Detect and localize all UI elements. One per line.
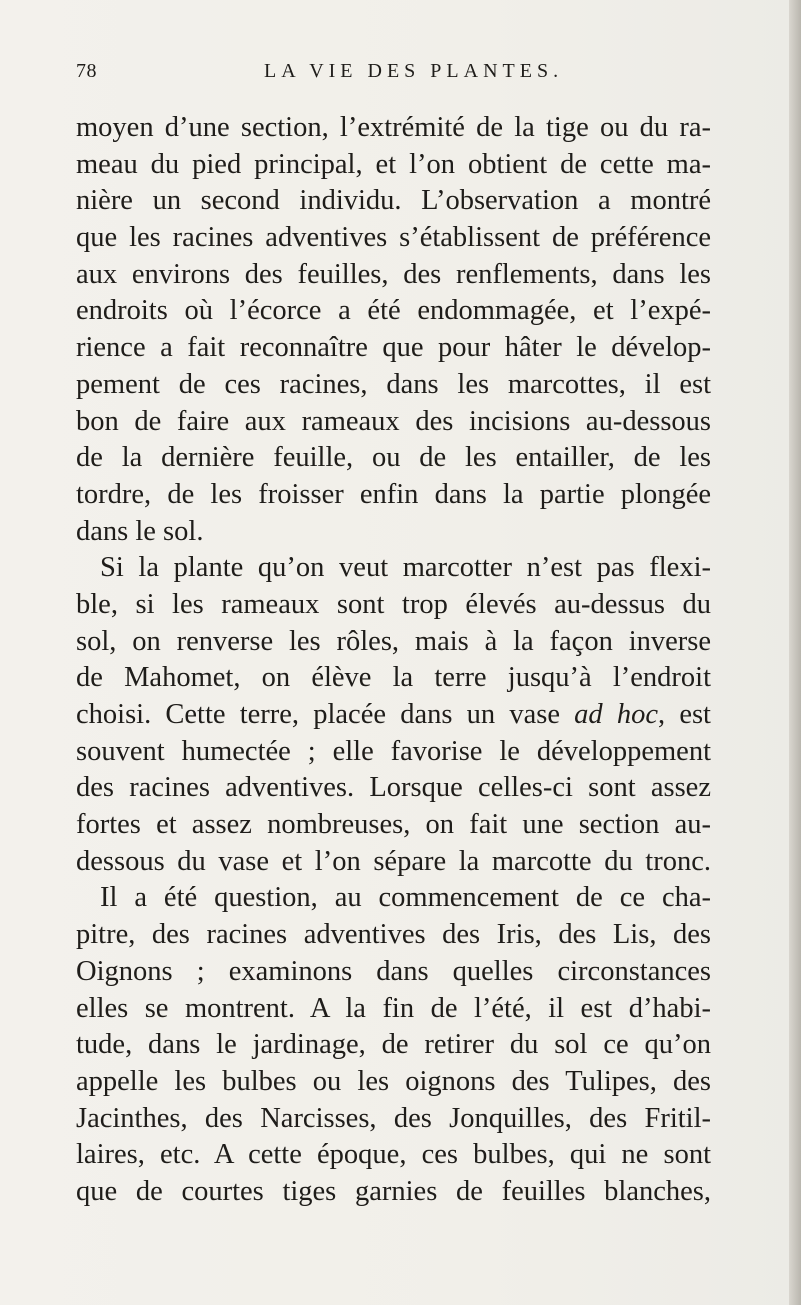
- italic-phrase: ad hoc: [574, 699, 658, 730]
- text-line: appelle les bulbes ou les oignons des Tulipes, des: [76, 1065, 711, 1097]
- paragraph-start-line: Il a été question, au commencement de ce cha-: [100, 882, 711, 914]
- paragraph-start-line: Si la plante qu’on veut marcotter n’est pas flexi-: [100, 552, 711, 584]
- text-line: pement de ces racines, dans les marcottes, il est: [76, 368, 711, 400]
- text-line: nière un second individu. L’observation a montré: [76, 185, 711, 217]
- text-line: Jacinthes, des Narcisses, des Jonquilles, des Fritil-: [76, 1102, 711, 1134]
- text-line-with-italic: [76, 697, 711, 734]
- text-line: pitre, des racines adventives des Iris, des Lis, des: [76, 919, 711, 951]
- running-title: LA VIE DES PLANTES.: [264, 60, 564, 82]
- text-line: fortes et assez nombreuses, on fait une section au-: [76, 809, 711, 841]
- text-line: dessous du vase et l’on sépare la marcotte du tronc.: [76, 845, 711, 877]
- text-line: de Mahomet, on élève la terre jusqu’à l’endroit: [76, 662, 711, 694]
- text-line: elles se montrent. A la fin de l’été, il est d’habi-: [76, 992, 711, 1024]
- text-line: tordre, de les froisser enfin dans la partie plongée: [76, 478, 711, 510]
- text-line: aux environs des feuilles, des renflements, dans les: [76, 258, 711, 290]
- page-number: 78: [76, 60, 97, 82]
- body-text: [76, 110, 711, 1211]
- text-line: tude, dans le jardinage, de retirer du sol ce qu’on: [76, 1029, 711, 1061]
- text-line: dans le sol.: [76, 515, 204, 547]
- text-line: de la dernière feuille, ou de les entailler, de les: [76, 442, 711, 474]
- text-line: que les racines adventives s’établissent de préférence: [76, 222, 711, 254]
- text-line: des racines adventives. Lorsque celles-ci sont assez: [76, 772, 711, 804]
- text-line: rience a fait reconnaître que pour hâter le dévelop-: [76, 332, 711, 364]
- page-header: [76, 60, 711, 96]
- text-line: sol, on renverse les rôles, mais à la façon inverse: [76, 625, 711, 657]
- text-line: meau du pied principal, et l’on obtient de cette ma-: [76, 148, 711, 180]
- text-line: laires, etc. A cette époque, ces bulbes, qui ne sont: [76, 1139, 711, 1171]
- text-line: moyen d’une section, l’extrémité de la tige ou du ra-: [76, 112, 711, 143]
- text-line: Oignons ; examinons dans quelles circonstances: [76, 955, 711, 987]
- text-segment: , est: [658, 699, 711, 730]
- text-line: ble, si les rameaux sont trop élevés au-dessus du: [76, 588, 711, 620]
- page-edge-shadow: [789, 0, 801, 1305]
- text-line: endroits où l’écorce a été endommagée, et l’expé-: [76, 295, 711, 327]
- text-line: bon de faire aux rameaux des incisions au-dessous: [76, 405, 711, 437]
- text-line: que de courtes tiges garnies de feuilles blanches,: [76, 1175, 711, 1207]
- text-segment: choisi. Cette terre, placée dans un vase: [76, 699, 575, 730]
- text-line: souvent humectée ; elle favorise le développement: [76, 735, 711, 767]
